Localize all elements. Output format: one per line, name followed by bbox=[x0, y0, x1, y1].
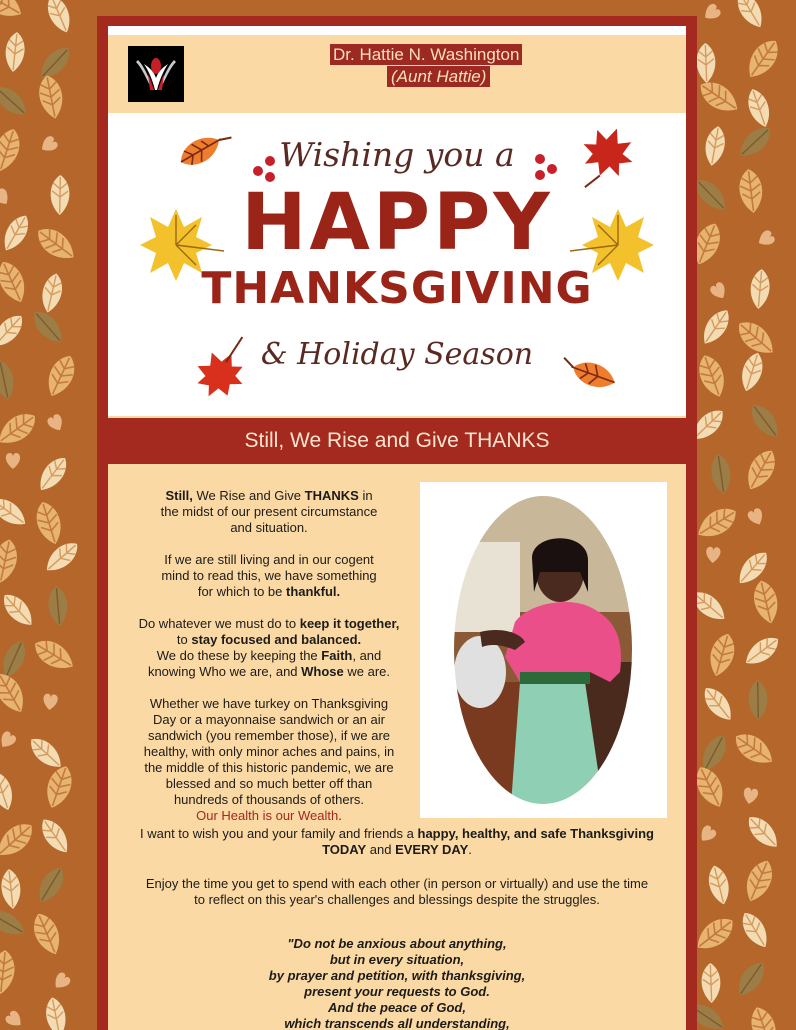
text: blessed and so much better off than bbox=[165, 776, 373, 791]
text-happy-healthy: happy, healthy, and safe Thanksgiving bbox=[417, 826, 654, 841]
text-thanks: THANKS bbox=[304, 488, 359, 503]
banner-happy-text: HAPPY bbox=[241, 178, 553, 268]
paragraph-health bbox=[120, 696, 418, 824]
banner-thanksgiving-text: THANKSGIVING bbox=[201, 263, 593, 314]
verse-line: which transcends all understanding, bbox=[284, 1016, 510, 1030]
text: to bbox=[176, 632, 192, 647]
banner-holiday-text: & Holiday Season bbox=[260, 337, 534, 372]
verse-line: present your requests to God. bbox=[304, 984, 490, 999]
text: healthy, with only minor aches and pains, in bbox=[143, 744, 395, 759]
text: If we are still living and in our cogent bbox=[164, 552, 374, 567]
text: We do these by keeping the bbox=[156, 648, 322, 663]
text: mind to read this, we have something bbox=[161, 568, 377, 583]
text: We Rise and Give bbox=[192, 488, 305, 503]
verse-line: but in every situation, bbox=[329, 952, 465, 967]
text-every-day: EVERY DAY bbox=[395, 842, 469, 857]
text-thankful: thankful. bbox=[285, 584, 341, 599]
section-title: Still, We Rise and Give THANKS bbox=[108, 418, 686, 464]
text: . bbox=[468, 842, 472, 857]
text: Day or a mayonnaise sandwich or an air bbox=[153, 712, 385, 727]
thanksgiving-banner bbox=[108, 113, 686, 416]
author-alias: (Aunt Hattie) bbox=[387, 66, 490, 87]
text: Do whatever we must do to bbox=[138, 616, 300, 631]
author-name: Dr. Hattie N. Washington bbox=[330, 44, 522, 65]
text: Whether we have turkey on Thanksgiving bbox=[149, 696, 389, 711]
text: to reflect on this year's challenges and blessings despite the struggles. bbox=[194, 892, 600, 907]
text: and bbox=[366, 842, 396, 857]
text: the midst of our present circumstance bbox=[160, 504, 378, 519]
paragraph-living bbox=[120, 552, 418, 600]
text: the middle of this historic pandemic, we are bbox=[144, 760, 394, 775]
text: we are. bbox=[343, 664, 391, 679]
message-column bbox=[120, 488, 418, 840]
text: in bbox=[358, 488, 373, 503]
portrait-photo bbox=[420, 482, 667, 818]
text: I want to wish you and your family and friends a bbox=[140, 826, 418, 841]
verse-line: by prayer and petition, with thanksgiving, bbox=[268, 968, 526, 983]
text: knowing Who we are, and bbox=[147, 664, 302, 679]
newsletter-card bbox=[97, 16, 697, 1030]
text: Enjoy the time you get to spend with each other (in person or virtually) and use the time bbox=[145, 876, 649, 891]
text: and situation. bbox=[230, 520, 308, 535]
newsletter-body bbox=[108, 26, 686, 1030]
banner-wishing-text: Wishing you a bbox=[279, 135, 515, 174]
text-still: Still, bbox=[165, 488, 193, 503]
top-strip bbox=[108, 26, 686, 35]
scripture-verse bbox=[120, 936, 674, 1030]
text: . bbox=[338, 808, 342, 823]
tulip-logo-icon bbox=[128, 46, 184, 102]
text-faith: Faith bbox=[321, 648, 353, 663]
text-stay-focused: stay focused and balanced. bbox=[191, 632, 362, 647]
enjoy-paragraph bbox=[120, 876, 674, 908]
text-health-wealth: Our Health is our Wealth bbox=[196, 808, 339, 823]
verse-line: And the peace of God, bbox=[328, 1000, 466, 1015]
wish-paragraph bbox=[120, 826, 674, 858]
text-today: TODAY bbox=[322, 842, 367, 857]
verse-line: "Do not be anxious about anything, bbox=[287, 936, 507, 951]
text-keep-together: keep it together, bbox=[299, 616, 400, 631]
text: for which to be bbox=[197, 584, 286, 599]
text: , and bbox=[352, 648, 382, 663]
paragraph-together bbox=[120, 616, 418, 680]
paragraph-rise bbox=[120, 488, 418, 536]
text: hundreds of thousands of others. bbox=[173, 792, 365, 807]
text: sandwich (you remember those), if we are bbox=[147, 728, 391, 743]
text-whose: Whose bbox=[301, 664, 344, 679]
